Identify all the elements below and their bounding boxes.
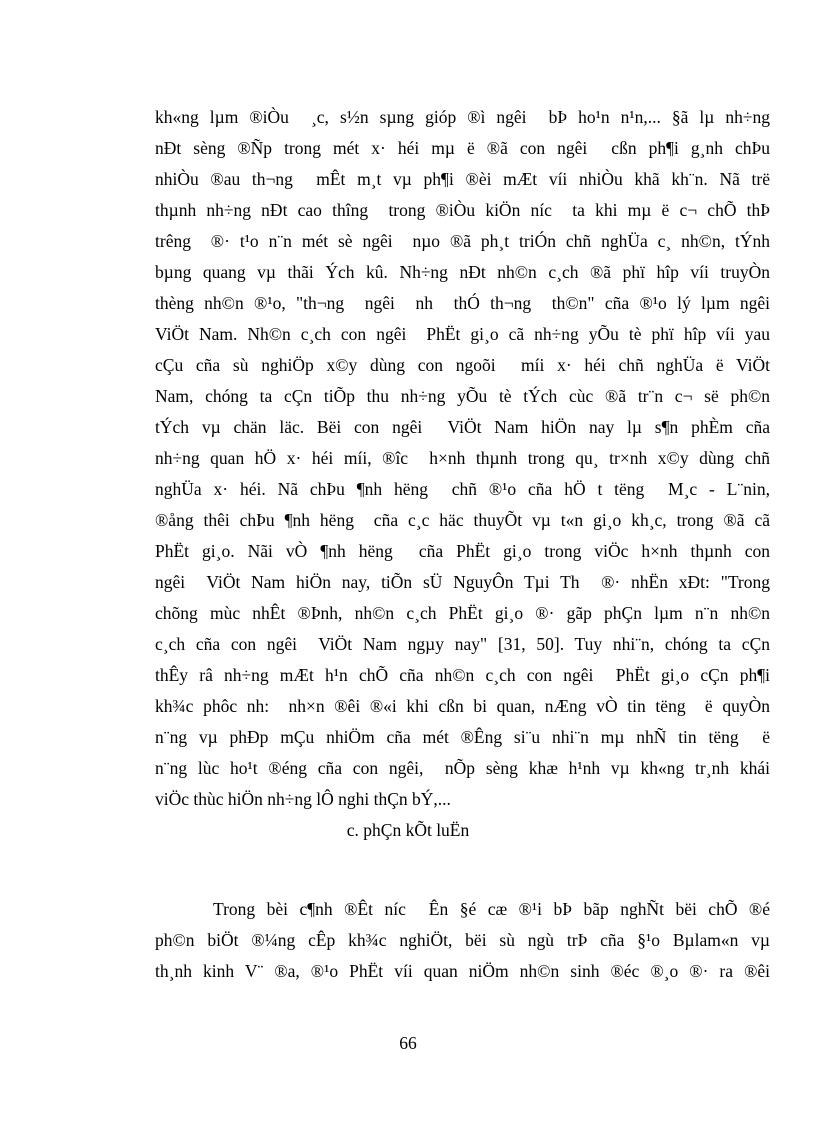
text-line: nÐt sèng ®Ñp trong mét x· héi mµ ë ®ã con ngêi cßn ph¶i g¸nh chÞu bbox=[155, 138, 770, 158]
text-line: thµnh nh÷ng nÐt cao thîng trong ®iÒu kiÖn níc ta khi mµ ë c¬ chÕ thÞ bbox=[155, 200, 770, 220]
text-line: ngêi ViÖt Nam hiÖn nay, tiÕn sÜ NguyÔn Tµi Th ®· nhËn xÐt: "Trong bbox=[155, 572, 770, 592]
text-line: trêng ®· t¹o n¨n mét sè ngêi nµo ®ã ph¸t triÓn chñ nghÜa c¸ nh©n, tÝnh bbox=[155, 231, 770, 251]
text-line: chõng mùc nhÊt ®Þnh, nh©n c¸ch PhËt gi¸o ®· gãp phÇn lµm n¨n nh©n bbox=[155, 603, 770, 623]
text-line: thèng nh©n ®¹o, "th¬ng ngêi nh thÓ th¬ng th©n" cña ®¹o lý lµm ngêi bbox=[155, 293, 770, 313]
text-line: n¨ng lùc ho¹t ®éng cña con ngêi, nÕp sèng khæ h¹nh vµ kh«ng tr¸nh khái bbox=[155, 758, 770, 778]
text-line: ®ång thêi chÞu ¶nh hëng cña c¸c häc thuyÕt vµ t«n gi¸o kh¸c, trong ®ã cã bbox=[155, 510, 770, 530]
text-line: kh«ng lµm ®iÒu ¸c, s½n sµng gióp ®ì ngêi bÞ ho¹n n¹n,... §ã lµ nh÷ng bbox=[155, 107, 770, 127]
text-line: ph©n biÖt ®¼ng cÊp kh¾c nghiÖt, bëi sù ngù trÞ cña §¹o Bµlam«n vµ bbox=[155, 930, 770, 950]
text-line: thÊy râ nh÷ng mÆt h¹n chÕ cña nh©n c¸ch con ngêi PhËt gi¸o cÇn ph¶i bbox=[155, 665, 770, 685]
page-number: 66 bbox=[399, 1033, 417, 1053]
text-line: cÇu cña sù nghiÖp x©y dùng con ngoõi míi x· héi chñ nghÜa ë ViÖt bbox=[155, 355, 770, 375]
text-line: n¨ng vµ phÐp mÇu nhiÖm cña mét ®Êng si¨u nhi¨n mµ nhÑ tin tëng ë bbox=[155, 727, 770, 747]
text-line: ViÖt Nam. Nh©n c¸ch con ngêi PhËt gi¸o cã nh÷ng yÕu tè phï hîp víi yau bbox=[155, 324, 770, 344]
text-line: viÖc thùc hiÖn nh÷ng lÔ nghi thÇn bÝ,... bbox=[155, 789, 451, 809]
text-line: bµng quang vµ thãi Ých kû. Nh÷ng nÐt nh©n c¸ch ®ã phï hîp víi truyÒn bbox=[155, 262, 770, 282]
text-line: Nam, chóng ta cÇn tiÕp thu nh÷ng yÕu tè tÝch cùc ®ã tr¨n c¬ së ph©n bbox=[155, 386, 770, 406]
text-line: kh¾c phôc nh: nh×n ®êi ®«i khi cßn bi quan, nÆng vÒ tin tëng ë quyÒn bbox=[155, 696, 770, 716]
text-line: nhiÒu ®au th¬ng mÊt m¸t vµ ph¶i ®èi mÆt víi nhiÒu khã kh¨n. Nã trë bbox=[155, 169, 770, 189]
section-heading: c. phÇn kÕt luËn bbox=[346, 820, 470, 840]
text-line: PhËt gi¸o. Nãi vÒ ¶nh hëng cña PhËt gi¸o trong viÖc h×nh thµnh con bbox=[155, 541, 770, 561]
text-line: Trong bèi c¶nh ®Êt níc Ên §é cæ ®¹i bÞ bãp nghÑt bëi chÕ ®é bbox=[213, 899, 770, 919]
text-line: th¸nh kinh V¨ ®a, ®¹o PhËt víi quan niÖm nh©n sinh ®éc ®¸o ®· ra ®êi bbox=[155, 961, 770, 981]
text-line: nghÜa x· héi. Nã chÞu ¶nh hëng chñ ®¹o cña hÖ t tëng M¸c - L¨nin, bbox=[155, 479, 770, 499]
text-line: tÝch vµ chän läc. Bëi con ngêi ViÖt Nam hiÖn nay lµ s¶n phÈm cña bbox=[155, 417, 770, 437]
text-line: nh÷ng quan hÖ x· héi míi, ®îc h×nh thµnh trong qu¸ tr×nh x©y dùng chñ bbox=[155, 448, 770, 468]
text-line: c¸ch cña con ngêi ViÖt Nam ngµy nay" [31, 50]. Tuy nhi¨n, chóng ta cÇn bbox=[155, 634, 770, 654]
